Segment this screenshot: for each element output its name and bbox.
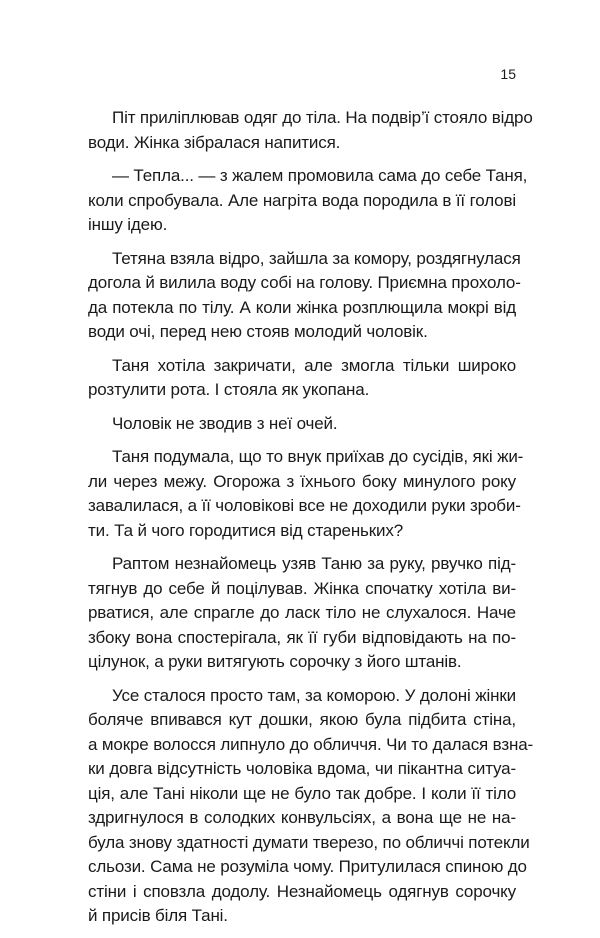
paragraph [88,412,516,437]
text-line: Усе сталося просто там, за коморою. У долоні жінки [112,685,516,705]
paragraph [88,552,516,675]
text-line: догола й вилила воду собі на голову. Приємна прохоло- [88,273,521,292]
text-line: води. Жінка зібралася напитися. [88,132,341,152]
text-line: рватися, але спрагле до ласк тіло не слухалося. Наче [88,603,516,622]
text-line: Таня хотіла закричати, але змогла тільки широко [112,355,516,375]
paragraph [88,354,516,403]
text-line: тягнув до себе й поцілував. Жінка спочатку хотіла ви- [88,578,516,598]
text-line: боляче впивався кут дошки, якою була підбита стіна, [88,710,516,729]
text-line: Таня подумала, що то внук приїхав до сусідів, які жи- [112,447,524,466]
text-line: завалилася, а її чоловікові все не доходили руки зроби- [88,496,521,515]
text-line: ки довга відсутність чоловіка вдома, чи пікантна ситуа- [88,759,516,778]
text-line: іншу ідею. [88,215,168,234]
text-line: була знову здатності думати тверезо, по обличчі потекли [88,832,530,852]
text-line: стіни і сповзла додолу. Незнайомець одягнув сорочку [88,881,516,901]
text-line: розтулити рота. І стояла як укопана. [88,380,370,399]
text-line: цілунок, а руки витягують сорочку з його штанів. [88,652,462,671]
text-line: Раптом незнайомець узяв Таню за руку, рвучко під- [112,554,516,573]
paragraph [88,445,524,543]
paragraph [88,164,528,238]
text-line: ція, але Тані ніколи ще не було так добре. І коли її тіло [88,783,516,803]
paragraph [88,106,533,155]
text-line: Чоловік не зводив з неї очей. [112,413,338,433]
text-line: збоку вона спостерігала, як її губи відповідають на по- [88,627,516,647]
text-line: да потекла по тілу. А коли жінка розплющила мокрі від [88,297,516,317]
text-line: сльози. Сама не розуміла чому. Притулилася спиною до [88,857,527,876]
text-line: Піт приліплював одяг до тіла. На подвір’ї стояло відро [112,108,533,127]
text-line: коли спробувала. Але нагріта вода породила в її голові [88,190,516,210]
text-line: й присів біля Тані. [88,906,228,925]
page-number: 15 [500,66,516,82]
text-line: Тетяна взяла відро, зайшла за комору, роздягнулася [112,248,521,268]
text-line: води очі, перед нею стояв молодий чоловік. [88,322,428,341]
text-line: здригнулося в солодких конвульсіях, а вона ще не на- [88,808,516,827]
paragraph [88,247,521,345]
body-text [88,106,534,938]
text-line: ли через межу. Огорожа з їхнього боку минулого року [88,471,516,491]
paragraph [88,684,534,929]
text-line: — Тепла... — з жалем промовила сама до себе Таня, [112,166,528,185]
text-line: а мокре волосся липнуло до обличчя. Чи то далася взна- [88,734,534,754]
text-line: ти. Та й чого городитися від стареньких? [88,520,404,540]
